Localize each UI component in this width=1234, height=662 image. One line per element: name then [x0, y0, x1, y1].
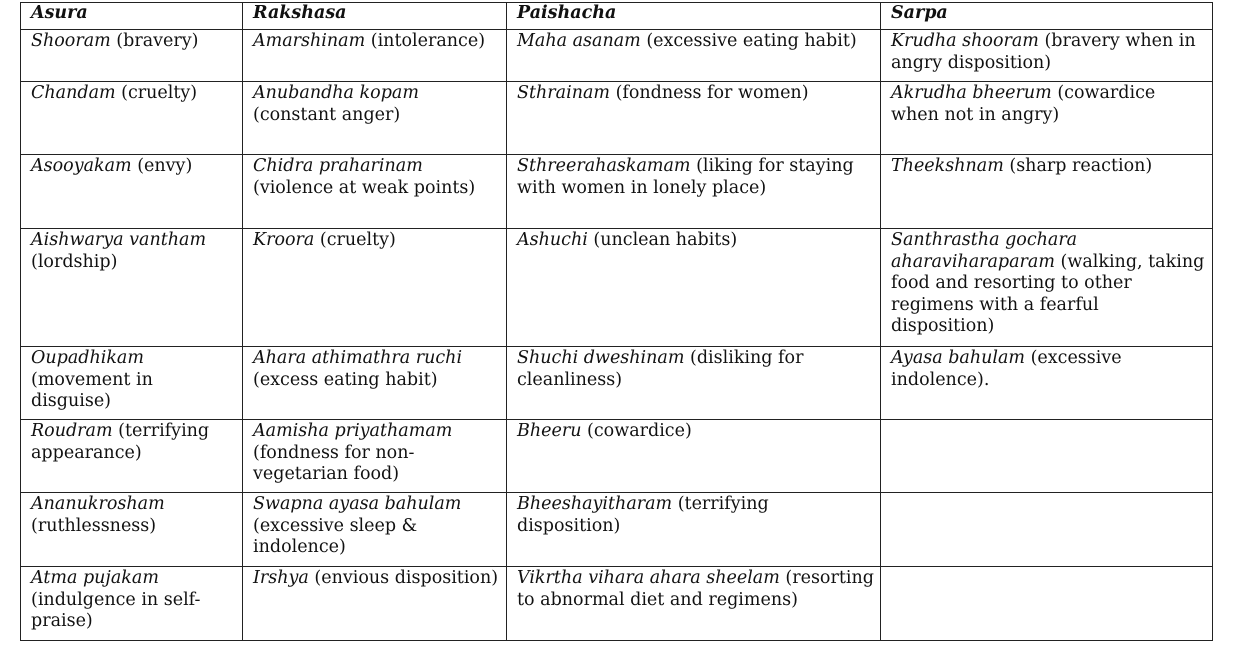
table-cell [507, 567, 881, 641]
english-gloss: (cruelty) [314, 230, 396, 250]
table-cell [881, 155, 1213, 229]
table-row [21, 82, 1213, 155]
header-sarpa: Sarpa [881, 3, 1213, 30]
english-gloss: (terrifying disposition) [517, 494, 769, 536]
sanskrit-term: Asooyakam [31, 156, 132, 176]
table-cell [243, 155, 507, 229]
table-cell [507, 155, 881, 229]
sanskrit-term: Aishwarya vantham [31, 230, 207, 250]
table-row [21, 420, 1213, 493]
table-row [21, 30, 1213, 82]
sanskrit-term: Maha asanam [517, 31, 641, 51]
sanskrit-term: Ayasa bahulam [891, 348, 1026, 368]
english-gloss: (excessive sleep & indolence) [253, 515, 418, 557]
table-cell [243, 493, 507, 567]
sanskrit-term: Atma pujakam [31, 568, 159, 588]
table-cell [21, 493, 243, 567]
sanskrit-term: Theekshnam [891, 156, 1004, 176]
english-gloss: (terrifying appearance) [31, 421, 210, 463]
english-gloss: (indulgence in self-praise) [31, 589, 201, 631]
english-gloss: (envious disposition) [308, 568, 499, 588]
empty-cell [881, 493, 1213, 567]
english-gloss: (lordship) [31, 251, 118, 272]
table-row [21, 229, 1213, 347]
sanskrit-term: Amarshinam [253, 31, 366, 51]
header-asura: Asura [21, 3, 243, 30]
english-gloss: (movement in disguise) [31, 369, 153, 411]
table-cell [507, 347, 881, 420]
personality-types-table [20, 2, 1213, 641]
english-gloss: (violence at weak points) [253, 177, 476, 198]
empty-cell [881, 567, 1213, 641]
table-cell [507, 30, 881, 82]
sanskrit-term: Irshya [253, 568, 309, 588]
english-gloss: (sharp reaction) [1003, 156, 1153, 176]
english-gloss: (bravery) [110, 31, 199, 51]
english-gloss: (disliking for cleanliness) [517, 348, 804, 390]
table-cell [243, 229, 507, 347]
table-cell [243, 30, 507, 82]
english-gloss: (bravery when in angry disposition) [891, 31, 1196, 73]
english-gloss: (excessive eating habit) [640, 31, 857, 51]
table-cell [21, 229, 243, 347]
table-cell [243, 82, 507, 155]
english-gloss: (cruelty) [115, 83, 198, 103]
sanskrit-term: Bheeru [517, 421, 582, 441]
english-gloss: (ruthlessness) [31, 515, 157, 536]
sanskrit-term: Shuchi dweshinam [517, 348, 685, 368]
english-gloss: (fondness for women) [610, 83, 809, 103]
english-gloss: (intolerance) [365, 31, 486, 51]
table-cell [881, 30, 1213, 82]
sanskrit-term: Oupadhikam [31, 348, 144, 368]
sanskrit-term: Anubandha kopam [253, 83, 419, 103]
sanskrit-term: Akrudha bheerum [891, 83, 1052, 103]
english-gloss: (constant anger) [253, 104, 401, 125]
english-gloss: (walking, taking food and resorting to other regimens with a fearful disposition) [891, 251, 1205, 336]
english-gloss: (excessive indolence). [891, 348, 1122, 390]
table-cell [21, 30, 243, 82]
sanskrit-term: Ashuchi [517, 230, 588, 250]
table-row [21, 493, 1213, 567]
table-cell [881, 229, 1213, 347]
header-row [21, 3, 1213, 30]
sanskrit-term: Ahara athimathra ruchi [253, 348, 463, 368]
sanskrit-term: Kroora [253, 230, 315, 250]
table-cell [507, 420, 881, 493]
english-gloss: (unclean habits) [587, 230, 738, 250]
table-row [21, 347, 1213, 420]
english-gloss: (excess eating habit) [253, 369, 438, 390]
table-cell [21, 347, 243, 420]
empty-cell [881, 420, 1213, 493]
table-row [21, 567, 1213, 641]
english-gloss: (envy) [131, 156, 193, 176]
sanskrit-term: Vikrtha vihara ahara sheelam [517, 568, 780, 588]
table-cell [881, 82, 1213, 155]
sanskrit-term: Ananukrosham [31, 494, 165, 514]
sanskrit-term: Sthrainam [517, 83, 610, 103]
table-cell [507, 493, 881, 567]
sanskrit-term: Chandam [31, 83, 116, 103]
table-row [21, 155, 1213, 229]
table-cell [507, 229, 881, 347]
english-gloss: (liking for staying with women in lonely place) [517, 156, 854, 198]
sanskrit-term: Shooram [31, 31, 111, 51]
table-cell [507, 82, 881, 155]
english-gloss: (fondness for non-vegetarian food) [253, 442, 415, 484]
sanskrit-term: Swapna ayasa bahulam [253, 494, 462, 514]
header-paishacha: Paishacha [507, 3, 881, 30]
english-gloss: (cowardice) [581, 421, 692, 441]
sanskrit-term: Santhrastha gochara aharaviharaparam [891, 230, 1078, 272]
table-cell [243, 420, 507, 493]
table-cell [21, 155, 243, 229]
table-cell [21, 567, 243, 641]
table-cell [21, 82, 243, 155]
sanskrit-term: Roudram [31, 421, 113, 441]
table-cell [881, 347, 1213, 420]
sanskrit-term: Chidra praharinam [253, 156, 423, 176]
sanskrit-term: Krudha shooram [891, 31, 1039, 51]
table-cell [243, 347, 507, 420]
header-rakshasa: Rakshasa [243, 3, 507, 30]
table-cell [243, 567, 507, 641]
table-cell [21, 420, 243, 493]
english-gloss: (cowardice when not in angry) [891, 83, 1156, 125]
english-gloss: (resorting to abnormal diet and regimens) [517, 568, 874, 610]
sanskrit-term: Sthreerahaskamam [517, 156, 691, 176]
sanskrit-term: Bheeshayitharam [517, 494, 673, 514]
sanskrit-term: Aamisha priyathamam [253, 421, 453, 441]
